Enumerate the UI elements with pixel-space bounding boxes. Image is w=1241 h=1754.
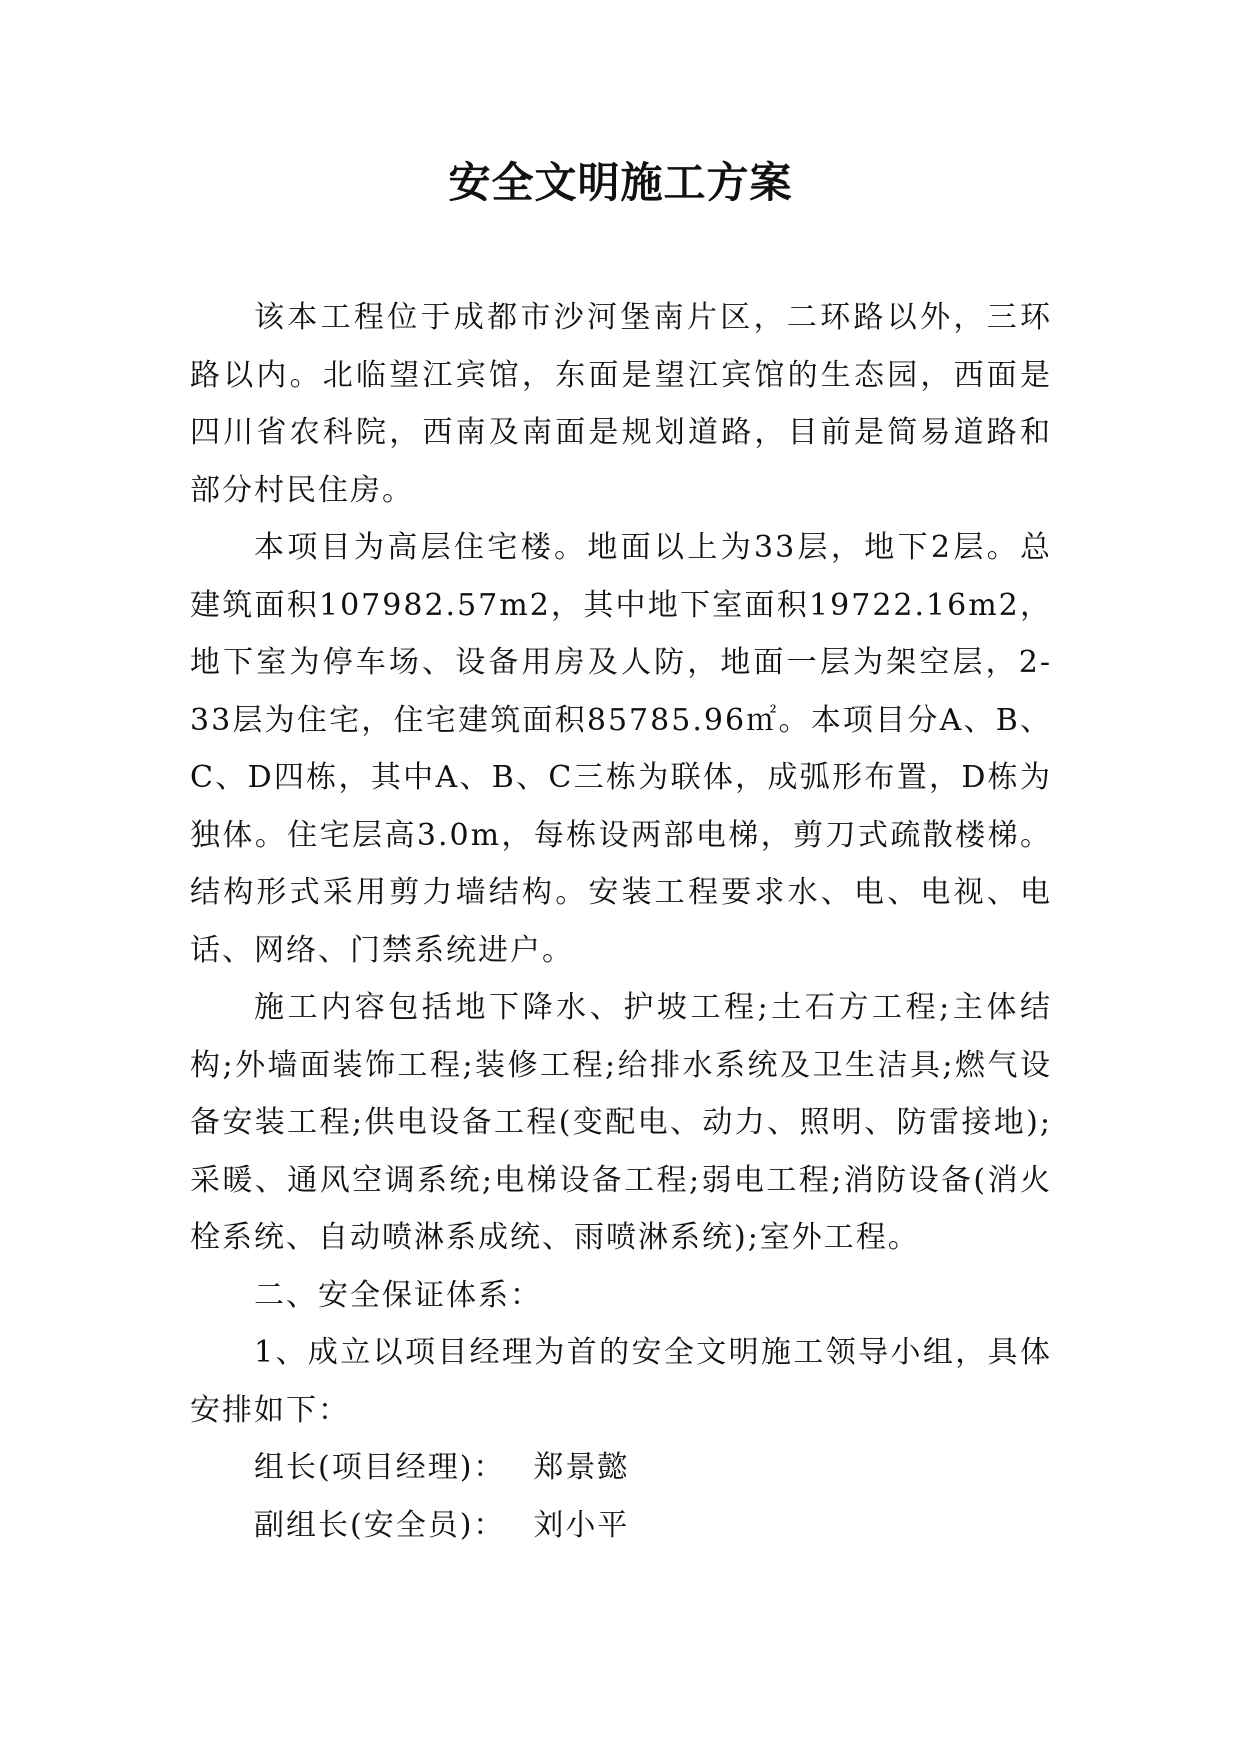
role-label: 副组长(安全员)： xyxy=(254,1507,506,1543)
role-row-deputy xyxy=(190,1497,1052,1555)
paragraph-project-overview: 本项目为高层住宅楼。地面以上为33层，地下2层。总建筑面积107982.57m2，其中地下室面积19722.16m2，地下室为停车场、设备用房及人防，地面一层为架空层，2-33层为住宅，住宅建筑面积85785.96㎡。本项目分A、B、C、D四栋，其中A、B、C三栋为联体，成弧形布置，D栋为独体。住宅层高3.0m，每栋设两部电梯，剪刀式疏散楼梯。结构形式采用剪力墙结构。安装工程要求水、电、电视、电话、网络、门禁系统进户。 xyxy=(190,530,1052,968)
role-name: 郑景懿 xyxy=(533,1450,630,1485)
paragraph-project-location: 该本工程位于成都市沙河堡南片区，二环路以外，三环路以内。北临望江宾馆，东面是望江宾馆的生态园，西面是四川省农科院，西南及南面是规划道路，目前是简易道路和部分村民住房。 xyxy=(190,300,1052,508)
document-title: 安全文明施工方案 xyxy=(448,158,793,207)
document-body xyxy=(190,289,1052,1554)
list-item-1: 1、成立以项目经理为首的安全文明施工领导小组，具体安排如下： xyxy=(190,1335,1052,1428)
paragraph-construction-scope: 施工内容包括地下降水、护坡工程;土石方工程;主体结构;外墙面装饰工程;装修工程;给排水系统及卫生洁具;燃气设备安装工程;供电设备工程(变配电、动力、照明、防雷接地);采暖、通风空调系统;电梯设备工程;弱电工程;消防设备(消火栓系统、自动喷淋系成统、雨喷淋系统);室外工程。 xyxy=(190,990,1052,1255)
role-label: 组长(项目经理)： xyxy=(254,1450,506,1485)
section-heading: 二、安全保证体系： xyxy=(254,1277,542,1313)
role-name: 刘小平 xyxy=(533,1507,630,1543)
role-row-leader xyxy=(190,1439,1052,1497)
